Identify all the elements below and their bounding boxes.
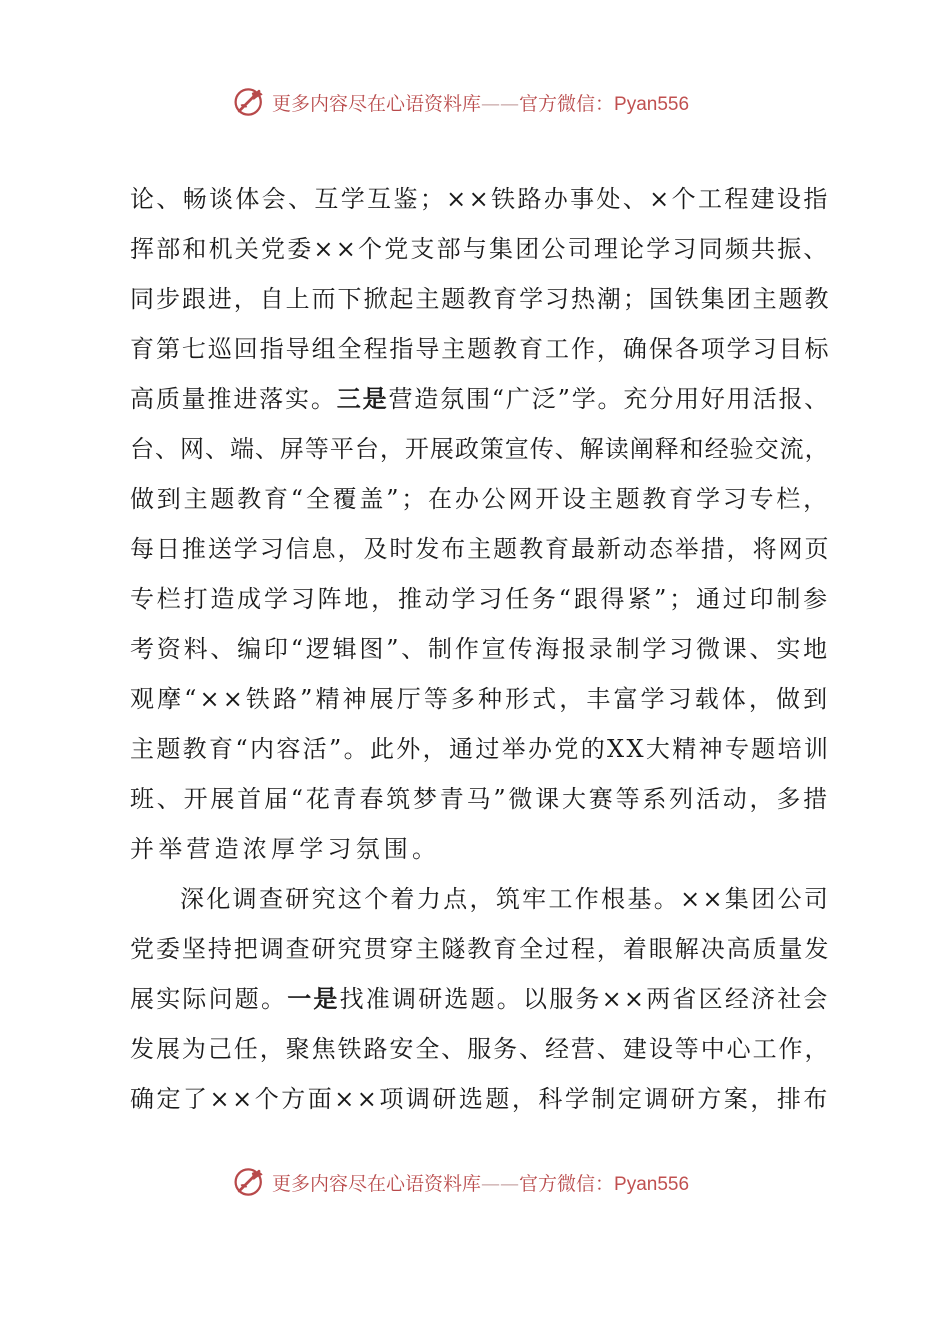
banner-wechat-id: Pyan556 xyxy=(614,1173,690,1195)
line-text: 并举营造浓厚学习氛围。 xyxy=(130,835,441,863)
text-line xyxy=(130,174,830,224)
text-line xyxy=(130,1074,830,1124)
text-line xyxy=(130,324,830,374)
banner-title: 更多内容尽在心语资料库 xyxy=(272,92,482,115)
line-text: 营造氛围“广泛”学。充分用好用活报、 xyxy=(388,385,831,413)
pen-logo-icon xyxy=(232,1164,268,1200)
line-text: 党委坚持把调查研究贯穿主隧教育全过程，着眼解决高质量发 xyxy=(130,935,831,963)
text-line xyxy=(130,624,830,674)
line-text: 展实际问题。 xyxy=(130,985,288,1013)
text-line xyxy=(130,224,830,274)
text-line xyxy=(130,474,830,524)
line-text: 观摩“××铁路”精神展厅等多种形式，丰富学习载体，做到 xyxy=(130,685,831,713)
banner-wechat-label: 官方微信： xyxy=(519,1172,615,1195)
footer-banner-text xyxy=(272,1169,689,1196)
banner-title: 更多内容尽在心语资料库 xyxy=(272,1172,482,1195)
line-text: 发展为己任，聚焦铁路安全、服务、经营、建设等中心工作， xyxy=(130,1035,831,1063)
pen-logo-icon xyxy=(232,84,268,120)
line-text: 深化调查研究这个着力点，筑牢工作根基。××集团公司 xyxy=(180,885,831,913)
text-line xyxy=(130,574,830,624)
text-line xyxy=(130,374,830,424)
header-banner-text xyxy=(272,89,689,116)
line-text: 确定了××个方面××项调研选题，科学制定调研方案，排布 xyxy=(130,1085,830,1113)
text-line xyxy=(130,724,830,774)
emphasis-text: 一是 xyxy=(287,984,340,1013)
line-text: 同步跟进，自上而下掀起主题教育学习热潮；国铁集团主题教 xyxy=(130,285,831,313)
text-line xyxy=(130,874,830,924)
banner-wechat-id: Pyan556 xyxy=(614,93,690,115)
line-text: 论、畅谈体会、互学互鉴；××铁路办事处、×个工程建设指 xyxy=(130,185,830,213)
line-text: 主题教育“内容活”。此外，通过举办党的XX大精神专题培训 xyxy=(130,735,831,763)
text-line xyxy=(130,824,830,874)
line-text: 班、开展首届“花青春筑梦青马”微课大赛等系列活动，多措 xyxy=(130,785,830,813)
line-text: 高质量推进落实。 xyxy=(130,385,337,413)
text-line xyxy=(130,774,830,824)
text-line xyxy=(130,974,830,1024)
text-line xyxy=(130,1024,830,1074)
banner-separator: —— xyxy=(481,92,520,115)
document-body xyxy=(130,174,830,1124)
emphasis-text: 三是 xyxy=(336,384,389,413)
text-line xyxy=(130,274,830,324)
line-text: 挥部和机关党委××个党支部与集团公司理论学习同频共振、 xyxy=(130,235,830,263)
header-banner xyxy=(232,82,752,122)
footer-banner xyxy=(232,1162,752,1202)
banner-wechat-label: 官方微信： xyxy=(519,92,615,115)
line-text: 育第七巡回指导组全程指导主题教育工作，确保各项学习目标 xyxy=(130,335,831,363)
text-line xyxy=(130,524,830,574)
line-text: 专栏打造成学习阵地，推动学习任务“跟得紧”；通过印制参 xyxy=(130,585,830,613)
text-line xyxy=(130,424,830,474)
line-text: 找准调研选题。以服务××两省区经济社会 xyxy=(339,985,830,1013)
line-text: 每日推送学习信息，及时发布主题教育最新动态举措，将网页 xyxy=(130,535,831,563)
text-line xyxy=(130,674,830,724)
line-text: 台、网、端、屏等平台，开展政策宣传、解读阐释和经验交流， xyxy=(130,435,830,463)
line-text: 考资料、编印“逻辑图”、制作宣传海报录制学习微课、实地 xyxy=(130,635,830,663)
text-line xyxy=(130,924,830,974)
banner-separator: —— xyxy=(481,1172,520,1195)
line-text: 做到主题教育“全覆盖”；在办公网开设主题教育学习专栏， xyxy=(130,485,830,513)
